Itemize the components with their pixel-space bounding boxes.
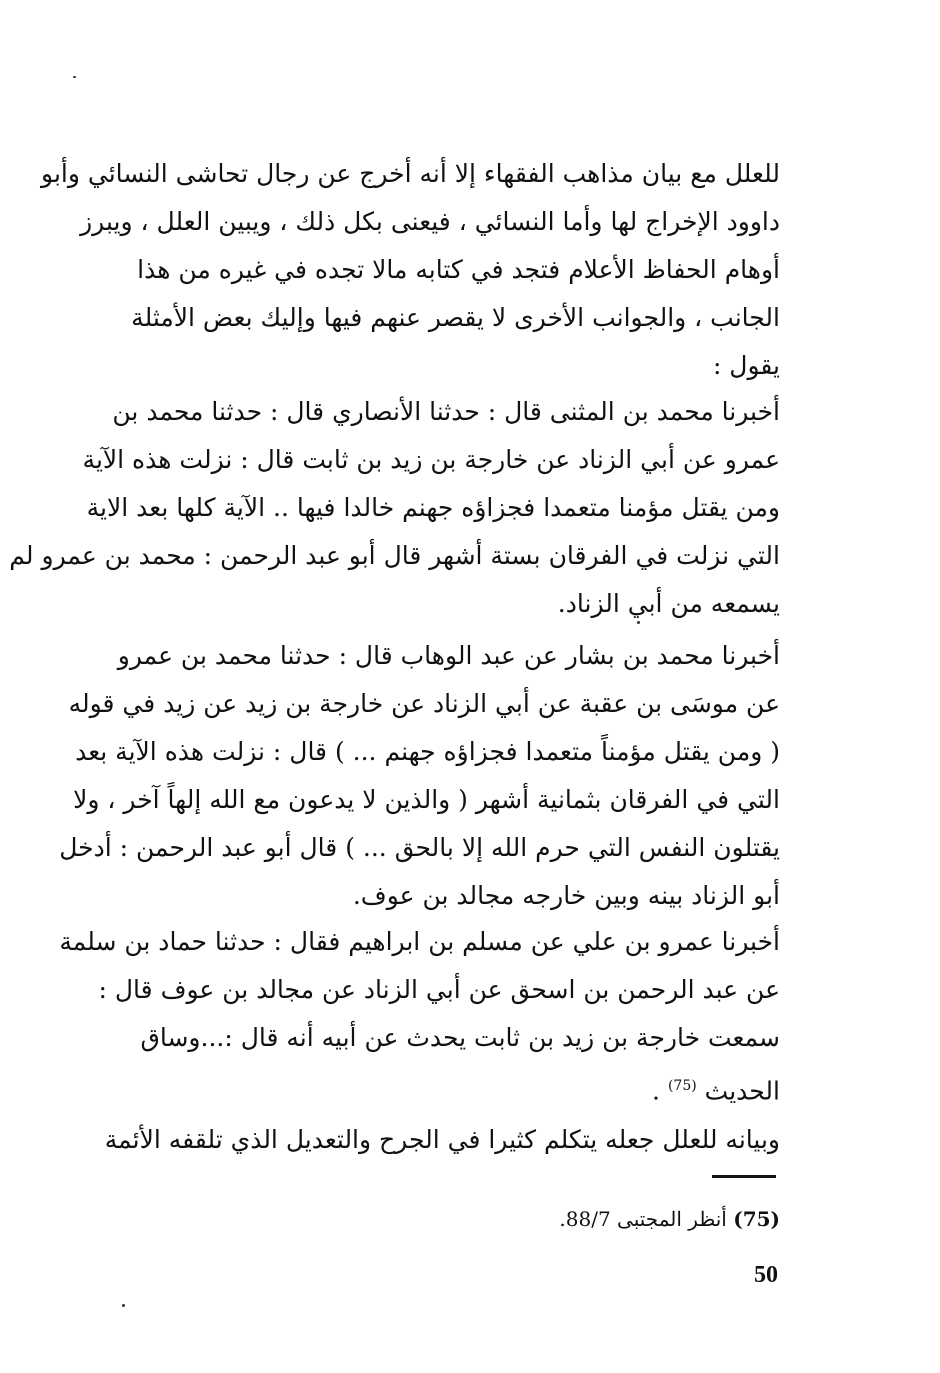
text-line: داوود الإخراج لها وأما النسائي ، فيعنى بكل ذلك ، ويبين العلل ، ويبرز	[80, 207, 780, 236]
text-line: ومن يقتل مؤمنا متعمدا فجزاؤه جهنم خالدا فيها .. الآية كلها بعد الاية	[86, 493, 780, 522]
line-text: الحديث	[704, 1076, 780, 1106]
text-line: أوهام الحفاظ الأعلام فتجد في كتابه مالا تجده في غيره من هذا	[137, 255, 780, 284]
paragraph-5	[92, 1116, 780, 1164]
page-number: 50	[754, 1262, 778, 1288]
text-line: عمرو عن أبي الزناد عن خارجة بن زيد بن ثابت قال : نزلت هذه الآية	[82, 445, 780, 474]
line-end-punctuation: .	[652, 1076, 660, 1106]
text-line: سمعت خارجة بن زيد بن ثابت يحدث عن أبيه أنه قال :...وساق	[140, 1023, 780, 1052]
paragraph-1	[41, 150, 780, 390]
scan-speck	[122, 1304, 125, 1307]
text-line: عن عبد الرحمن بن اسحق عن أبي الزناد عن مجالد بن عوف قال :	[98, 975, 780, 1004]
text-line: وبيانه للعلل جعله يتكلم كثيرا في الجرح والتعديل الذي تلقفه الأئمة	[104, 1125, 780, 1154]
footnote	[470, 1202, 780, 1236]
text-line: عن موسَى بن عقبة عن أبي الزناد عن خارجة بن زيد عن زيد في قوله	[68, 689, 780, 718]
paragraph-3	[59, 632, 780, 920]
footnote-divider	[712, 1175, 776, 1178]
text-line	[92, 1062, 780, 1115]
text-line: أخبرنا محمد بن المثنى قال : حدثنا الأنصاري قال : حدثنا محمد بن	[112, 397, 780, 426]
footnote-number: (75)	[733, 1207, 780, 1231]
scan-speck	[73, 76, 76, 78]
paragraph-4	[59, 918, 780, 1115]
text-line: التي نزلت في الفرقان بستة أشهر قال أبو عبد الرحمن : محمد بن عمرو لم	[9, 541, 780, 570]
text-line: أخبرنا محمد بن بشار عن عبد الوهاب قال : حدثنا محمد بن عمرو	[117, 641, 780, 670]
text-line: يقول :	[712, 351, 780, 380]
text-line: للعلل مع بيان مذاهب الفقهاء إلا أنه أخرج عن رجال تحاشى النسائي وأبو	[41, 159, 780, 188]
text-line: الجانب ، والجوانب الأخرى لا يقصر عنهم فيها وإليك بعض الأمثلة	[131, 303, 780, 332]
text-line: أبو الزناد بينه وبين خارجه مجالد بن عوف.	[352, 881, 780, 910]
footnote-reference: (75)	[667, 1078, 697, 1094]
text-line: ( ومن يقتل مؤمناً متعمدا فجزاؤه جهنم ... ) قال : نزلت هذه الآية بعد	[75, 737, 780, 766]
text-line: يقتلون النفس التي حرم الله إلا بالحق ... ) قال أبو عبد الرحمن : أدخل	[59, 833, 780, 862]
text-line: يسمعه من أبي الزناد.	[557, 589, 780, 618]
footnote-text: أنظر المجتبى 88/7.	[559, 1207, 727, 1231]
paragraph-2	[9, 388, 780, 628]
text-line: التي في الفرقان بثمانية أشهر ( والذين لا يدعون مع الله إلهاً آخر ، ولا	[73, 785, 780, 814]
text-line: أخبرنا عمرو بن علي عن مسلم بن ابراهيم فقال : حدثنا حماد بن سلمة	[59, 927, 780, 956]
